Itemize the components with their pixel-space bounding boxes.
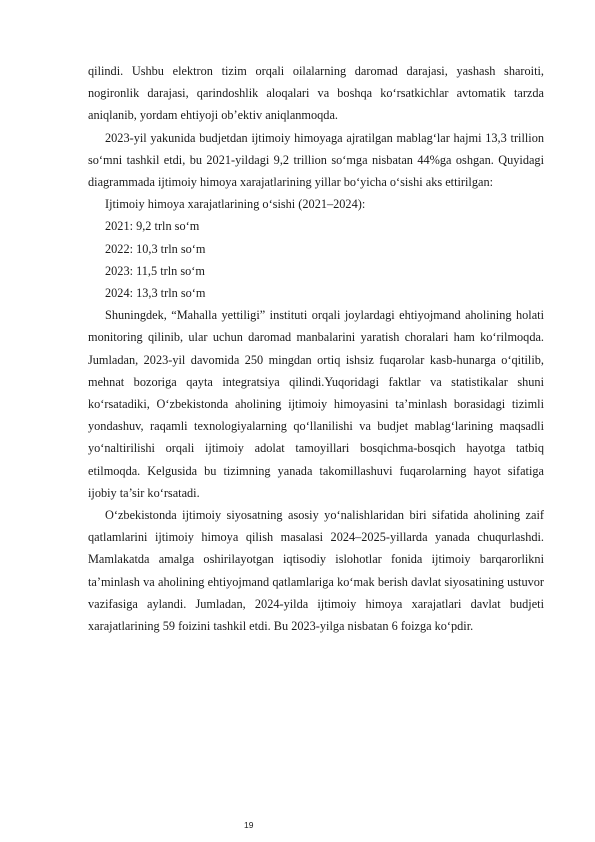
paragraph-social-policy: O‘zbekistonda ijtimoiy siyosatning asosiy yo‘nalishlaridan biri sifatida aholining zaif qatlamlarini ijtimoiy himoya qilish masalasi 2024–2025-yillarda yanada chuqurlashdi. Mamlakatda amalga oshirilayotgan iqtisodiy islohotlar fonida ijtimoiy barqarorlikni ta’minlash va aholining ehtiyojmand qatlamlariga ko‘mak berish davlat siyosatining ustuvor vazifasiga aylandi. Jumladan, 2024-yilda ijtimoiy himoya xarajatlari davlat budjeti xarajatlarining 59 foizini tashkil etdi. Bu 2023-yilga nisbatan 6 foizga ko‘pdir. — [88, 508, 544, 634]
list-item-2022: 2022: 10,3 trln so‘m — [105, 241, 206, 256]
list-heading: Ijtimoiy himoya xarajatlarining o‘sishi (2021–2024): — [105, 197, 366, 212]
list-item-2024: 2024: 13,3 trln so‘m — [105, 286, 206, 301]
paragraph-continuation: qilindi. Ushbu elektron tizim orqali oilalarning daromad darajasi, yashash sharoiti, nogironlik darajasi, qarindoshlik aloqalari va boshqa ko‘rsatkichlar avtomatik tarzda aniqlanib, yordam ehtiyoji ob’ektiv aniqlanmoqda. — [88, 64, 544, 123]
document-page — [88, 60, 544, 637]
list-item-2023: 2023: 11,5 trln so‘m — [105, 263, 205, 278]
list-item-2021: 2021: 9,2 trln so‘m — [105, 219, 200, 234]
paragraph-mahalla: Shuningdek, “Mahalla yettiligi” instituti orqali joylardagi ehtiyojmand aholining holati monitoring qilinib, ular uchun daromad manbalarini yaratish choralari ham ko‘rilmoqda. Jumladan, 2023-yil davomida 250 mingdan ortiq ishsiz fuqarolar kasb-hunarga o‘qitilib, mehnat bozoriga qayta integratsiya qilindi.Yuqoridagi faktlar va statistikalar shuni ko‘rsatadiki, O‘zbekistonda aholining ijtimoiy himoyasini ta’minlash borasidagi tizimli yondashuv, raqamli texnologiyalarning qo‘llanilishi va budjet mablag‘larining maqsadli yo‘naltirilishi orqali ijtimoiy adolat tamoyillari bosqichma-bosqich hayotga tatbiq etilmoqda. Kelgusida bu tizimning yanada takomillashuvi fuqarolarning hayot sifatiga ijobiy ta’sir ko‘rsatadi. — [88, 308, 544, 500]
paragraph-budget: 2023-yil yakunida budjetdan ijtimoiy himoyaga ajratilgan mablag‘lar hajmi 13,3 trillion so‘mni tashkil etdi, bu 2021-yildagi 9,2 trillion so‘mga nisbatan 44%ga oshgan. Quyidagi diagrammada ijtimoiy himoya xarajatlarining yillar bo‘yicha o‘sishi aks ettirilgan: — [88, 130, 544, 190]
page-number: 19 — [244, 820, 254, 830]
